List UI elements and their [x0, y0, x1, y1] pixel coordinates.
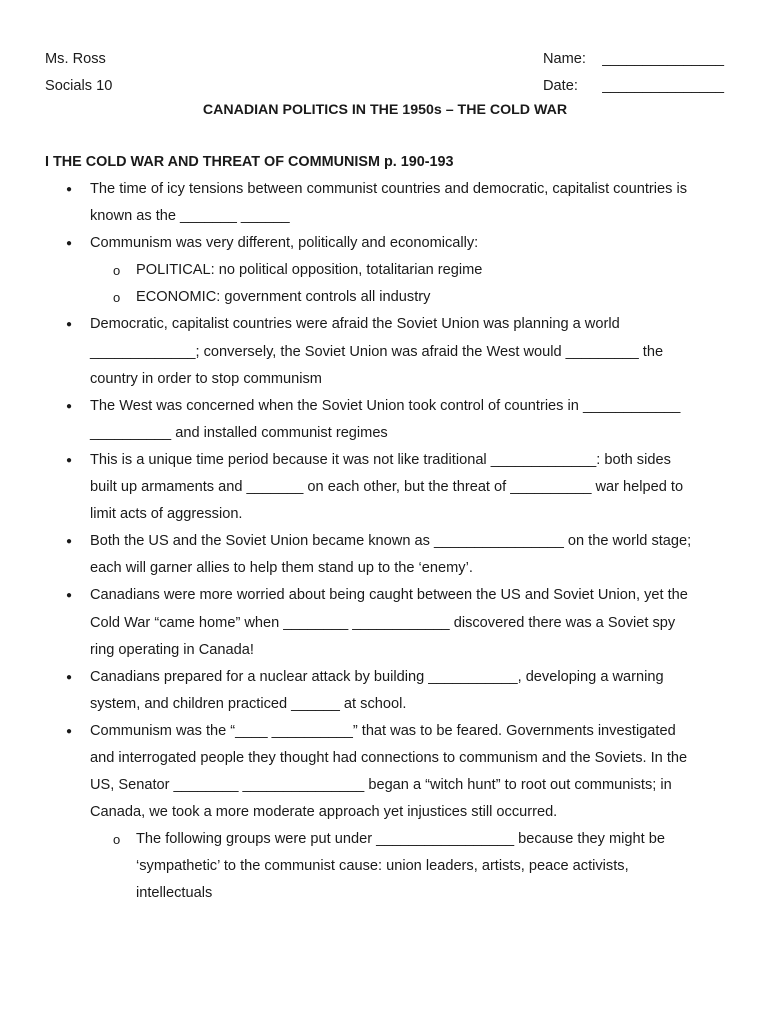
sub-list: [90, 826, 725, 907]
bullet-line: Communism was the “____ __________” that was to be feared. Governments investigated: [90, 722, 676, 739]
sub-list: [90, 257, 725, 311]
bullet-dot-icon: ●: [66, 671, 73, 683]
bullet-line: limit acts of aggression.: [90, 506, 243, 523]
date-blank[interactable]: _______________: [602, 78, 724, 94]
header-right: [543, 46, 724, 100]
bullet-line: known as the _______ ______: [90, 208, 290, 225]
sub-item: [90, 284, 725, 311]
bullet-line: Canadians prepared for a nuclear attack by building ___________, developing a warning: [90, 668, 664, 685]
bullet-item: [45, 447, 725, 528]
section-heading: I THE COLD WAR AND THREAT OF COMMUNISM p. 190-193: [45, 154, 454, 170]
bullet-line: The West was concerned when the Soviet Union took control of countries in ____________: [90, 397, 681, 414]
bullet-line: and interrogated people they thought had connections to communism and the Soviets. In the: [90, 749, 688, 766]
bullet-line: Both the US and the Soviet Union became known as ________________ on the world stage;: [90, 533, 692, 550]
sub-line: The following groups were put under _________________ because they might be: [136, 831, 666, 848]
sub-line: ECONOMIC: government controls all industry: [136, 289, 431, 306]
bullet-dot-icon: ●: [66, 590, 73, 602]
sub-item: [90, 257, 725, 284]
bullet-item: [45, 582, 725, 663]
teacher-name: Ms. Ross: [45, 51, 106, 67]
bullet-item: [45, 393, 725, 447]
name-blank[interactable]: _______________: [602, 51, 724, 67]
bullet-item: [45, 718, 725, 908]
date-label: Date:: [543, 78, 578, 94]
bullet-line: Canadians were more worried about being caught between the US and Soviet Union, yet the: [90, 587, 688, 604]
header-left: [45, 46, 112, 100]
bullet-dot-icon: ●: [66, 400, 73, 412]
name-row: [543, 46, 724, 73]
sub-line: ‘sympathetic’ to the communist cause: union leaders, artists, peace activists,: [136, 858, 629, 875]
sub-line: intellectuals: [136, 885, 213, 902]
bullet-line: built up armaments and _______ on each other, but the threat of __________ war helped to: [90, 479, 684, 496]
sub-line: POLITICAL: no political opposition, totalitarian regime: [136, 262, 483, 279]
sub-bullet-icon: o: [113, 290, 121, 306]
bullet-line: each will garner allies to help them stand up to the ‘enemy’.: [90, 560, 473, 577]
bullet-item: [45, 176, 725, 230]
document-title: CANADIAN POLITICS IN THE 1950s – THE COLD WAR: [202, 102, 568, 118]
bullet-dot-icon: ●: [66, 184, 73, 195]
bullet-line: country in order to stop communism: [90, 370, 322, 387]
bullet-dot-icon: ●: [66, 454, 73, 466]
bullet-item: [45, 311, 725, 392]
bullet-dot-icon: ●: [66, 536, 73, 548]
bullet-dot-icon: ●: [66, 319, 73, 331]
bullet-line: The time of icy tensions between communist countries and democratic, capitalist countries is: [90, 181, 687, 197]
sub-item: [90, 826, 725, 907]
bullet-item: [45, 528, 725, 582]
bullet-line: _____________; conversely, the Soviet Union was afraid the West would _________ the: [90, 343, 664, 360]
bullet-line: Canada, we took a more moderate approach yet injustices still occurred.: [90, 804, 558, 821]
bullet-line: Cold War “came home” when ________ ____________ discovered there was a Soviet spy: [90, 614, 676, 631]
bullet-line: __________ and installed communist regimes: [90, 424, 388, 441]
bullet-line: Democratic, capitalist countries were afraid the Soviet Union was planning a world: [90, 316, 620, 333]
bullet-line: Communism was very different, politically and economically:: [90, 235, 479, 252]
bullet-list: [45, 176, 725, 908]
sub-bullet-icon: o: [113, 832, 121, 848]
name-label: Name:: [543, 51, 586, 67]
bullet-item: [45, 230, 725, 311]
bullet-item: [45, 664, 725, 718]
bullet-dot-icon: ●: [66, 725, 73, 737]
bullet-line: system, and children practiced ______ at school.: [90, 695, 407, 712]
course-name: Socials 10: [45, 78, 113, 94]
bullet-dot-icon: ●: [66, 238, 73, 250]
bullet-line: ring operating in Canada!: [90, 641, 254, 658]
bullet-line: This is a unique time period because it was not like traditional _____________: both sides: [90, 451, 671, 468]
sub-bullet-icon: o: [113, 263, 121, 279]
date-row: [543, 73, 724, 100]
bullet-line: US, Senator ________ _______________ began a “witch hunt” to root out communists; in: [90, 777, 672, 794]
